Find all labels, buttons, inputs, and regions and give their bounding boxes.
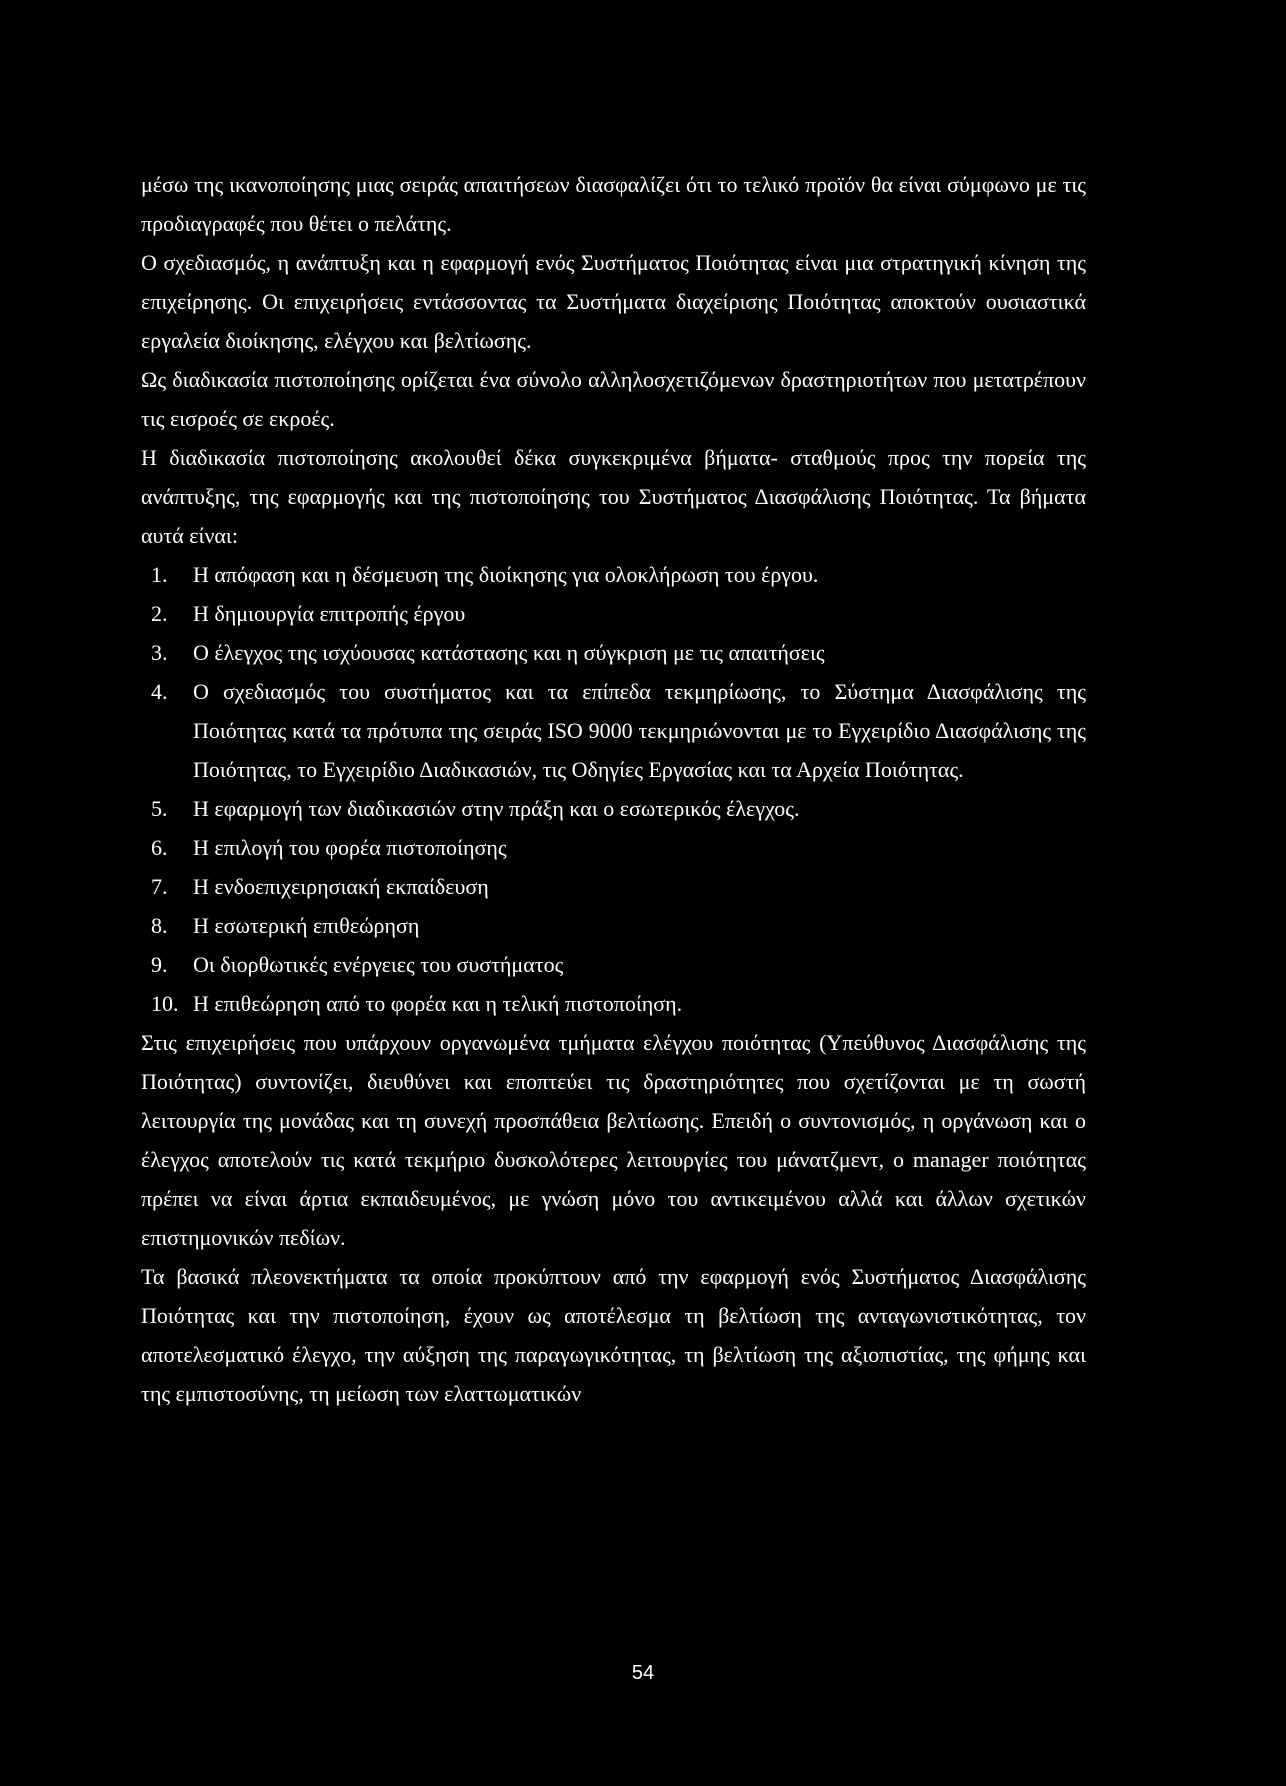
document-body [141, 165, 1086, 1413]
list-item [141, 945, 1086, 984]
list-item [141, 828, 1086, 867]
list-item [141, 867, 1086, 906]
paragraph-steps-intro: Η διαδικασία πιστοποίησης ακολουθεί δέκα συγκεκριμένα βήματα- σταθμούς προς την πορεία της ανάπτυξης, της εφαρμογής και της πιστοποίησης του Συστήματος Διασφάλισης Ποιότητας. Τα βήματα αυτά είναι: [141, 445, 1086, 548]
list-item-number: 3. [151, 640, 168, 665]
paragraph-intro-continuation: μέσω της ικανοποίησης μιας σειράς απαιτήσεων διασφαλίζει ότι το τελικό προϊόν θα είναι σύμφωνο με τις προδιαγραφές που θέτει ο πελάτης. [141, 172, 1086, 236]
list-item-number: 1. [151, 562, 168, 587]
list-item-number: 7. [151, 874, 168, 899]
paragraph-certification-definition: Ως διαδικασία πιστοποίησης ορίζεται ένα σύνολο αλληλοσχετιζόμενων δραστηριοτήτων που μετατρέπουν τις εισροές σε εκροές. [141, 367, 1086, 431]
paragraph-quality-system: Ο σχεδιασμός, η ανάπτυξη και η εφαρμογή ενός Συστήματος Ποιότητας είναι μια στρατηγική κίνηση της επιχείρησης. Οι επιχειρήσεις εντάσσοντας τα Συστήματα διαχείρισης Ποιότητας αποκτούν ουσιαστικά εργαλεία διοίκησης, ελέγχου και βελτίωσης. [141, 250, 1086, 353]
page-number: 54 [631, 1662, 655, 1684]
list-item-number: 8. [151, 913, 168, 938]
list-item-text: Ο σχεδιασμός του συστήματος και τα επίπεδα τεκμηρίωσης, το Σύστημα Διασφάλισης της Ποιότητας κατά τα πρότυπα της σειράς ISO 9000 τεκμηριώνονται με το Εγχειρίδιο Διασφάλισης της Ποιότητας, το Εγχειρίδιο Διαδικασιών, τις Οδηγίες Εργασίας και τα Αρχεία Ποιότητας. [193, 679, 1086, 782]
list-item [141, 906, 1086, 945]
paragraph-quality-manager: Στις επιχειρήσεις που υπάρχουν οργανωμένα τμήματα ελέγχου ποιότητας (Υπεύθυνος Διασφάλισης της Ποιότητας) συντονίζει, διευθύνει και εποπτεύει τις δραστηριότητες που σχετίζονται με τη σωστή λειτουργία της μονάδας και τη συνεχή προσπάθεια βελτίωσης. Επειδή ο συντονισμός, η οργάνωση και ο έλεγχος αποτελούν τις κατά τεκμήριο δυσκολότερες λειτουργίες του μάνατζμεντ, ο manager ποιότητας πρέπει να είναι άρτια εκπαιδευμένος, με γνώση μόνο του αντικειμένου αλλά και άλλων σχετικών επιστημονικών πεδίων. [141, 1030, 1086, 1250]
list-item-text: Η επιλογή του φορέα πιστοποίησης [193, 835, 507, 860]
list-item-text: Η εφαρμογή των διαδικασιών στην πράξη και ο εσωτερικός έλεγχος. [193, 796, 800, 821]
list-item [141, 633, 1086, 672]
list-item [141, 789, 1086, 828]
list-item-text: Η δημιουργία επιτροπής έργου [193, 601, 466, 626]
list-item-number: 10. [151, 991, 179, 1016]
list-item-text: Η εσωτερική επιθεώρηση [193, 913, 420, 938]
certification-steps-list [141, 555, 1086, 1023]
list-item-number: 4. [151, 679, 168, 704]
list-item-number: 6. [151, 835, 168, 860]
list-item [141, 984, 1086, 1023]
list-item-number: 2. [151, 601, 168, 626]
list-item-text: Η επιθεώρηση από το φορέα και η τελική πιστοποίηση. [193, 991, 683, 1016]
paragraph-advantages: Τα βασικά πλεονεκτήματα τα οποία προκύπτουν από την εφαρμογή ενός Συστήματος Διασφάλισης Ποιότητας και την πιστοποίηση, έχουν ως αποτέλεσμα τη βελτίωση της ανταγωνιστικότητας, τον αποτελεσματικό έλεγχο, την αύξηση της παραγωγικότητας, τη βελτίωση της αξιοπιστίας, της φήμης και της εμπιστοσύνης, τη μείωση των ελαττωματικών [141, 1264, 1086, 1406]
list-item-text: Ο έλεγχος της ισχύουσας κατάστασης και η σύγκριση με τις απαιτήσεις [193, 640, 825, 665]
list-item-text: Η ενδοεπιχειρησιακή εκπαίδευση [193, 874, 489, 899]
list-item-number: 9. [151, 952, 168, 977]
list-item [141, 594, 1086, 633]
list-item-text: Η απόφαση και η δέσμευση της διοίκησης για ολοκλήρωση του έργου. [193, 562, 819, 587]
list-item-number: 5. [151, 796, 168, 821]
list-item [141, 555, 1086, 594]
list-item-text: Οι διορθωτικές ενέργειες του συστήματος [193, 952, 564, 977]
list-item [141, 672, 1086, 789]
